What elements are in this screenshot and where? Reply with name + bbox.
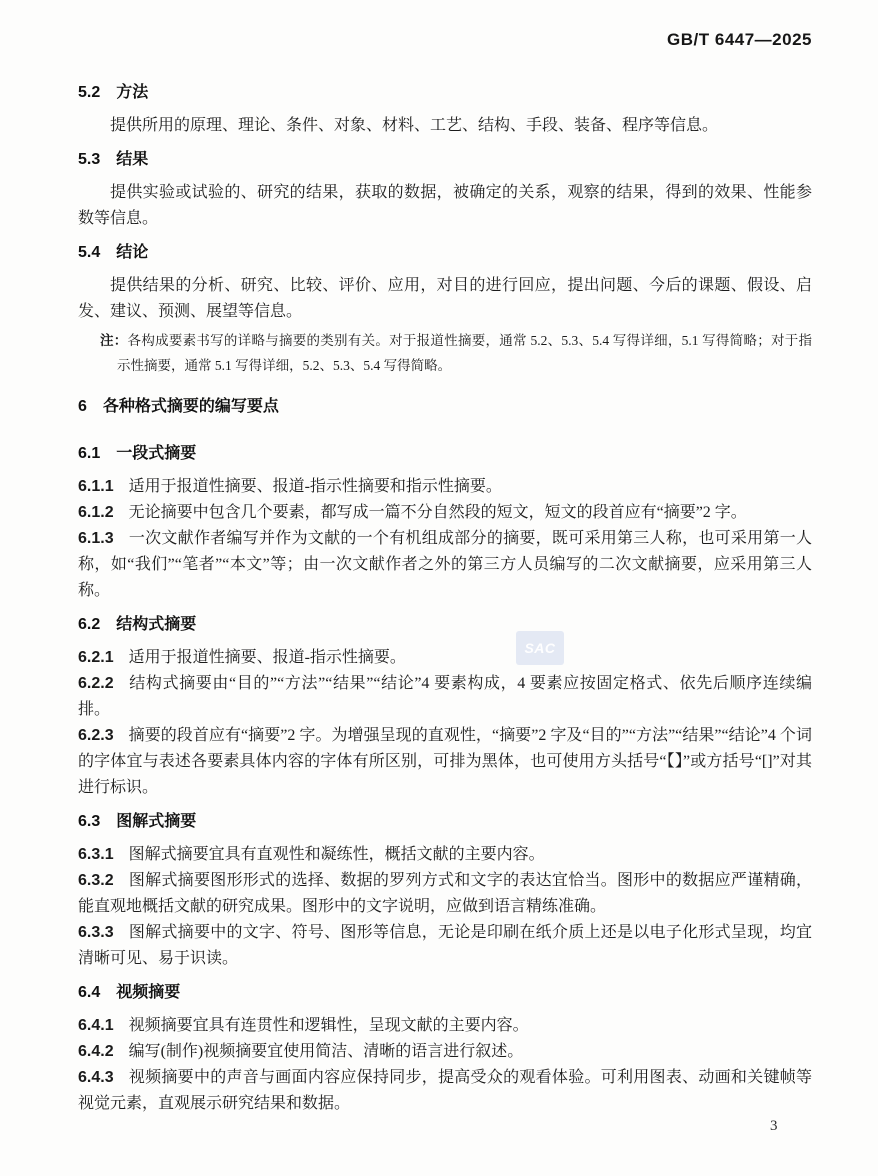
section-5-3-paragraph: 提供实验或试验的、研究的结果，获取的数据，被确定的关系，观察的结果，得到的效果、性能参数等信息。 [78, 184, 812, 227]
document-body [78, 72, 812, 1117]
note-text: 各构成要素书写的详略与摘要的类别有关。对于报道性摘要，通常 5.2、5.3、5.4 写得详细，5.1 写得简略；对于指示性摘要，通常 5.1 写得详细，5.2、5.3、5.4 写得简略。 [117, 333, 813, 373]
clause-text: 结构式摘要由“目的”“方法”“结果”“结论”4 要素构成，4 要素应按固定格式、依先后顺序连续编排。 [78, 675, 812, 718]
section-number: 5.3 [78, 151, 101, 168]
clause-text: 视频摘要宜具有连贯性和逻辑性，呈现文献的主要内容。 [128, 1017, 529, 1034]
note [78, 328, 812, 378]
clause-text: 图解式摘要宜具有直观性和凝练性，概括文献的主要内容。 [128, 846, 545, 863]
clause-number: 6.2.2 [78, 675, 114, 692]
section-title: 视频摘要 [116, 984, 181, 1001]
clause-6-3-1 [78, 842, 812, 868]
clause-6-3-2 [78, 868, 812, 920]
clause-number: 6.1.1 [78, 478, 114, 495]
clause-6-4-1 [78, 1013, 812, 1039]
section-5-4-paragraph: 提供结果的分析、研究、比较、评价、应用，对目的进行回应，提出问题、今后的课题、假设、启发、建议、预测、展望等信息。 [78, 277, 812, 320]
section-6-4-heading [78, 980, 812, 1006]
clause-6-2-1 [78, 645, 812, 671]
clause-number: 6.1.2 [78, 504, 114, 521]
clause-text: 无论摘要中包含几个要素，都写成一篇不分自然段的短文，短文的段首应有“摘要”2 字。 [128, 504, 747, 521]
section-title: 图解式摘要 [116, 813, 197, 830]
clause-6-2-2 [78, 671, 812, 723]
clause-6-4-2 [78, 1039, 812, 1065]
chapter-number: 6 [78, 398, 87, 415]
section-5-2-heading [78, 80, 812, 106]
section-5-3-heading [78, 147, 812, 173]
clause-6-2-3 [78, 723, 812, 801]
page-number: 3 [770, 1118, 778, 1134]
chapter-6-heading [78, 394, 812, 420]
section-number: 6.4 [78, 984, 101, 1001]
section-6-1-heading [78, 441, 812, 467]
clause-6-4-3 [78, 1065, 812, 1117]
section-6-2-heading [78, 612, 812, 638]
clause-text: 编写(制作)视频摘要宜使用简洁、清晰的语言进行叙述。 [128, 1043, 524, 1060]
section-number: 5.4 [78, 244, 101, 261]
clause-6-1-3 [78, 526, 812, 604]
clause-number: 6.3.1 [78, 846, 114, 863]
note-label: 注： [100, 333, 128, 348]
clause-number: 6.4.3 [78, 1069, 114, 1086]
clause-6-3-3 [78, 920, 812, 972]
clause-6-1-1 [78, 474, 812, 500]
clause-text: 一次文献作者编写并作为文献的一个有机组成部分的摘要，既可采用第三人称，也可采用第一人称，如“我们”“笔者”“本文”等；由一次文献作者之外的第三方人员编写的二次文献摘要，应采用第三人称。 [78, 530, 812, 599]
clause-text: 视频摘要中的声音与画面内容应保持同步，提高受众的观看体验。可利用图表、动画和关键帧等视觉元素，直观展示研究结果和数据。 [78, 1069, 812, 1112]
clause-number: 6.2.1 [78, 649, 114, 666]
section-number: 6.3 [78, 813, 101, 830]
section-number: 6.1 [78, 445, 101, 462]
clause-text: 适用于报道性摘要、报道-指示性摘要和指示性摘要。 [128, 478, 502, 495]
section-number: 6.2 [78, 616, 101, 633]
section-title: 方法 [116, 84, 149, 101]
section-title: 结构式摘要 [116, 616, 197, 633]
section-title: 结果 [116, 151, 149, 168]
sac-watermark: SAC [516, 631, 564, 665]
clause-text: 图解式摘要图形形式的选择、数据的罗列方式和文字的表达宜恰当。图形中的数据应严谨精确，能直观地概括文献的研究成果。图形中的文字说明，应做到语言精练准确。 [78, 872, 812, 915]
standard-number-header: GB/T 6447—2025 [667, 30, 812, 49]
section-5-2-paragraph: 提供所用的原理、理论、条件、对象、材料、工艺、结构、手段、装备、程序等信息。 [110, 117, 719, 134]
section-title: 一段式摘要 [116, 445, 197, 462]
section-number: 5.2 [78, 84, 101, 101]
section-title: 结论 [116, 244, 149, 261]
clause-number: 6.4.1 [78, 1017, 114, 1034]
clause-number: 6.4.2 [78, 1043, 114, 1060]
clause-text: 图解式摘要中的文字、符号、图形等信息，无论是印刷在纸介质上还是以电子化形式呈现，均宜清晰可见、易于识读。 [78, 924, 812, 967]
chapter-title: 各种格式摘要的编写要点 [102, 398, 279, 415]
clause-number: 6.2.3 [78, 727, 114, 744]
section-5-4-heading [78, 240, 812, 266]
clause-text: 摘要的段首应有“摘要”2 字。为增强呈现的直观性，“摘要”2 字及“目的”“方法”“结果”“结论”4 个词的字体宜与表述各要素具体内容的字体有所区别，可排为黑体，也可使用方头括号“【】”或方括号“[]”对其进行标识。 [78, 727, 812, 796]
clause-number: 6.3.2 [78, 872, 114, 889]
clause-number: 6.1.3 [78, 530, 114, 547]
section-6-3-heading [78, 809, 812, 835]
clause-number: 6.3.3 [78, 924, 114, 941]
clause-text: 适用于报道性摘要、报道-指示性摘要。 [128, 649, 406, 666]
clause-6-1-2 [78, 500, 812, 526]
